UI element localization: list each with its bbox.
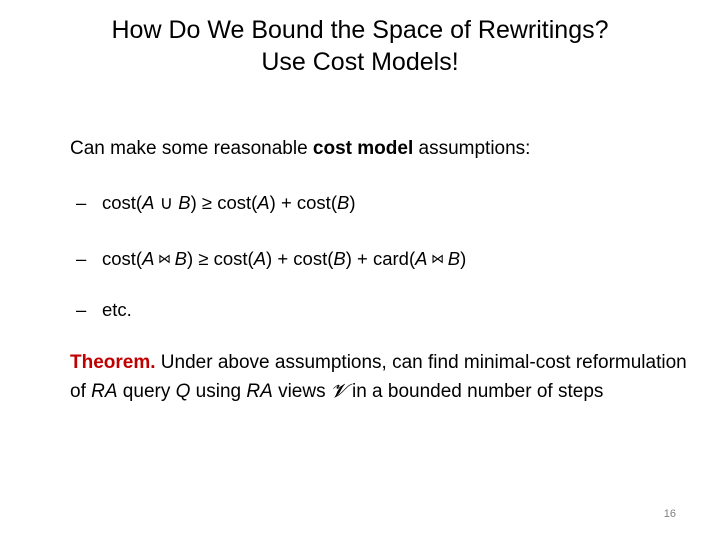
bullet-dash: – — [76, 299, 87, 320]
text-fragment: ) + card( — [345, 248, 416, 269]
intro-before: Can make some reasonable — [70, 138, 313, 159]
theorem-text: using — [190, 381, 247, 402]
theorem-query-q: Q — [175, 381, 191, 402]
var-a: A — [142, 192, 155, 213]
text-fragment: cost( — [102, 248, 143, 269]
intro-after: assumptions: — [413, 138, 531, 159]
bullet-union-cost — [76, 190, 356, 216]
theorem-label: Theorem. — [70, 352, 156, 373]
text-fragment: cost( — [102, 192, 143, 213]
bullet-text: etc. — [102, 299, 132, 320]
title-line-1: How Do We Bound the Space of Rewritings? — [111, 16, 609, 44]
intro-text — [70, 136, 530, 162]
var-b: B — [333, 248, 346, 269]
union-symbol: ∪ — [154, 192, 179, 213]
join-symbol: ⋈ — [427, 251, 448, 266]
var-b: B — [174, 248, 188, 269]
var-a: A — [253, 248, 267, 269]
bullet-etc — [76, 297, 132, 323]
bullet-join-cost — [76, 246, 466, 272]
slide-title — [0, 14, 720, 78]
bullet-text — [102, 248, 466, 269]
theorem-text: in a bounded number of steps — [346, 381, 604, 402]
theorem-ra: RA — [246, 381, 273, 402]
theorem-statement — [70, 348, 690, 406]
intro-bold-term: cost model — [312, 138, 414, 159]
join-symbol: ⋈ — [154, 251, 175, 266]
text-fragment: ) + cost( — [266, 248, 334, 269]
text-fragment: ) — [349, 192, 356, 213]
bullet-dash: – — [76, 248, 87, 269]
var-a: A — [415, 248, 428, 269]
text-fragment: ) ≥ cost( — [187, 248, 254, 269]
var-b: B — [447, 248, 461, 269]
theorem-text: Under above assumptions, can find minimal-cost reformulation of — [70, 352, 687, 402]
var-a: A — [142, 248, 155, 269]
theorem-ra: RA — [91, 381, 118, 402]
var-a: A — [257, 192, 270, 213]
theorem-text: views — [272, 381, 331, 402]
var-b: B — [336, 192, 350, 213]
theorem-text: query — [117, 381, 176, 402]
title-line-2: Use Cost Models! — [261, 48, 459, 76]
bullet-text — [102, 192, 356, 213]
page-number: 16 — [663, 508, 676, 520]
theorem-views-v: 𝓥 — [330, 380, 347, 402]
text-fragment: ) ≥ cost( — [190, 192, 258, 213]
bullet-dash: – — [76, 192, 87, 213]
text-fragment: ) — [460, 248, 467, 269]
text-fragment: ) + cost( — [269, 192, 337, 213]
var-b: B — [178, 192, 191, 213]
